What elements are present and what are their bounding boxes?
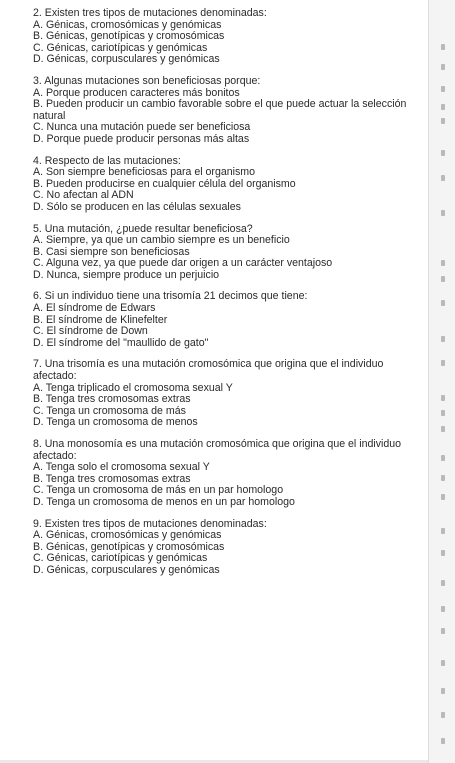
answer-option-d: D. Porque puede producir personas más altas (33, 132, 250, 145)
question-text: 7. Una trisomía es una mutación cromosómica que origina que el individuo afectado: (33, 358, 384, 383)
question-6 (33, 291, 428, 349)
answer-option-b: B. Casi siempre son beneficiosas (33, 245, 190, 258)
question-3 (33, 76, 428, 146)
question-4 (33, 156, 428, 214)
answer-option-b: B. Pueden producir un cambio favorable sobre el que puede actuar la selección natural (33, 98, 407, 122)
answer-option-a: A. Porque producen caracteres más bonitos (33, 86, 240, 99)
question-text: 2. Existen tres tipos de mutaciones denominadas: (33, 7, 267, 19)
question-5 (33, 224, 428, 282)
answer-option-a: A. Siempre, ya que un cambio siempre es un beneficio (33, 234, 290, 247)
answer-option-b: B. Tenga tres cromosomas extras (33, 393, 191, 406)
answer-option-a: A. Son siempre beneficiosas para el organismo (33, 166, 255, 179)
question-text: 5. Una mutación, ¿puede resultar beneficiosa? (33, 222, 253, 235)
question-text: 3. Algunas mutaciones son beneficiosas porque: (33, 74, 261, 87)
question-9 (33, 519, 428, 577)
answer-option-c: C. Tenga un cromosoma de más en un par homologo (33, 484, 284, 497)
answer-option-d: D. Génicas, corpusculares y genómicas (33, 563, 220, 576)
answer-option-a: A. Génicas, cromosómicas y genómicas (33, 529, 222, 542)
answer-option-a: A. Tenga triplicado el cromosoma sexual Y (33, 381, 233, 394)
question-text: 6. Si un individuo tiene una trisomía 21 decimos que tiene: (33, 290, 308, 303)
answer-option-d: D. Sólo se producen en las células sexuales (33, 200, 241, 213)
question-text: 4. Respecto de las mutaciones: (33, 154, 181, 167)
question-text: 8. Una monosomía es una mutación cromosómica que origina que el individuo afectado: (33, 438, 402, 462)
answer-option-d: D. El síndrome del "maullido de gato" (33, 336, 209, 349)
answer-option-a: A. Tenga solo el cromosoma sexual Y (33, 461, 210, 474)
answer-option-c: C. Génicas, cariotípicas y genómicas (33, 552, 208, 565)
answer-option-b: B. El síndrome de Klinefelter (33, 313, 168, 326)
question-2 (33, 8, 428, 66)
question-7 (33, 359, 428, 429)
answer-option-a: A. Génicas, cromosómicas y genómicas (33, 18, 222, 31)
answer-option-d: D. Tenga un cromosoma de menos en un par homologo (33, 495, 295, 508)
question-text: 9. Existen tres tipos de mutaciones denominadas: (33, 517, 267, 530)
adjacent-page-text-fragments (441, 0, 447, 763)
answer-option-a: A. El síndrome de Edwars (33, 302, 156, 315)
answer-option-b: B. Pueden producirse en cualquier célula del organismo (33, 177, 296, 190)
answer-option-d: D. Tenga un cromosoma de menos (33, 416, 198, 429)
answer-option-c: C. El síndrome de Down (33, 325, 148, 338)
answer-option-b: B. Génicas, genotípicas y cromosómicas (33, 30, 225, 43)
answer-option-d: D. Génicas, corpusculares y genómicas (33, 53, 220, 66)
answer-option-b: B. Génicas, genotípicas y cromosómicas (33, 540, 225, 553)
answer-option-c: C. No afectan al ADN (33, 189, 134, 202)
question-8 (33, 439, 428, 509)
answer-option-c: C. Nunca una mutación puede ser beneficiosa (33, 121, 251, 134)
answer-option-c: C. Alguna vez, ya que puede dar origen a un carácter ventajoso (33, 257, 333, 270)
answer-option-b: B. Tenga tres cromosomas extras (33, 472, 191, 485)
answer-option-c: C. Génicas, cariotípicas y genómicas (33, 41, 208, 54)
answer-option-d: D. Nunca, siempre produce un perjuicio (33, 268, 220, 281)
adjacent-page-edge (428, 0, 455, 763)
answer-option-c: C. Tenga un cromosoma de más (33, 404, 186, 417)
